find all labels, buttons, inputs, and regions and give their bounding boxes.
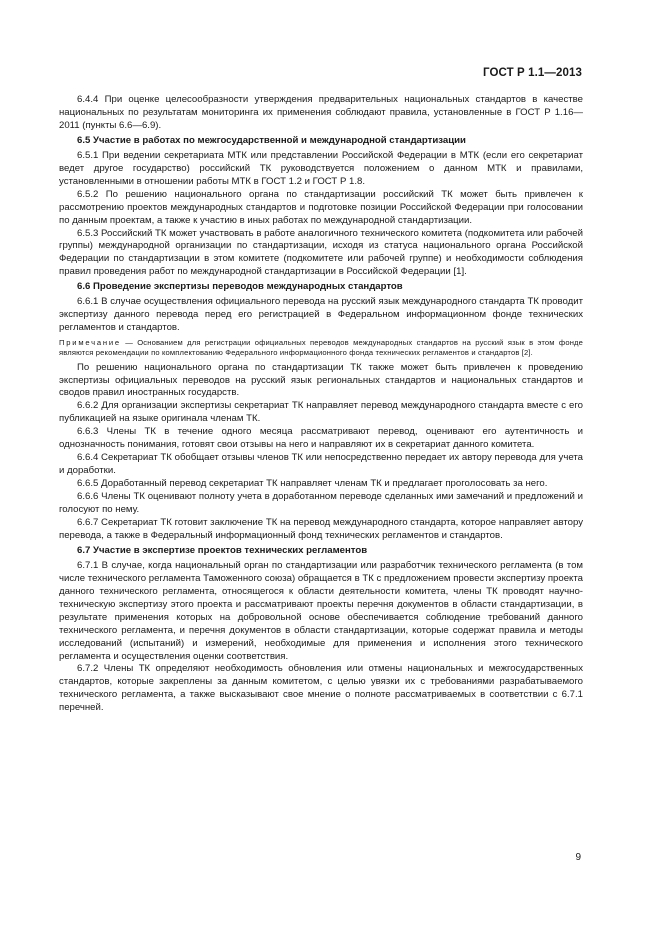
paragraph-after-note: По решению национального органа по стандартизации ТК также может быть привлечен к проведению экспертизы официальных переводов на русский язык региональных стандартов и национальных стандартов и сводов правил иностранных государств.: [59, 361, 583, 399]
paragraph-6-6-7: 6.6.7 Секретариат ТК готовит заключение ТК на перевод международного стандарта, которое направляет автору перевода, а также в Федеральный информационный фонд технических регламентов и стандартов.: [59, 517, 583, 541]
paragraph-6-6-4: 6.6.4 Секретариат ТК обобщает отзывы членов ТК или непосредственно передает их автору перевода для учета и доработки.: [59, 452, 583, 477]
page-number: 9: [575, 852, 581, 863]
document-code-header: ГОСТ Р 1.1—2013: [483, 67, 582, 79]
paragraph-6-6-1: 6.6.1 В случае осуществления официального перевода на русский язык международного стандарта ТК проводит экспертизу данного перевода перед его регистрацией в Федеральном информационном фонде технических регламентов и стандартов.: [59, 296, 583, 334]
paragraph-6-5-1: 6.5.1 При ведении секретариата МТК или представлении Российской Федерации в МТК (если его секретариат ведет другое государство) российский ТК руководствуется положением о данном МТК и правилами, установленными в отношении работы МТК в ГОСТ 1.2 и ГОСТ Р 1.8.: [59, 149, 583, 187]
paragraph-6-4-4: 6.4.4 При оценке целесообразности утверждения предварительных национальных стандартов в качестве национальных по результатам мониторинга их применения соблюдают правила, установленные в ГОСТ Р 1.16—2011 (пункты 6.6—6.9).: [59, 94, 583, 131]
section-heading-6-7: 6.7 Участие в экспертизе проектов технических регламентов: [77, 544, 368, 556]
paragraph-6-5-3: 6.5.3 Российский ТК может участвовать в работе аналогичного технического комитета (подкомитета или рабочей группы) международной организации по стандартизации, исходя из статуса национального органа Российской Федерации по стандартизации в этом комитете (подкомитете или рабочей группе) и необходимости соблюдения правил проведения работ по международной стандартизации в Российской Федерации [1].: [59, 227, 583, 278]
section-heading-6-5: 6.5 Участие в работах по межгосударственной и международной стандартизации: [77, 134, 466, 146]
paragraph-6-6-2: 6.6.2 Для организации экспертизы секретариат ТК направляет перевод международного стандарта вместе с его публикацией на языке оригинала членам ТК.: [59, 400, 583, 425]
document-body: [59, 94, 583, 715]
paragraph-6-6-3: 6.6.3 Члены ТК в течение одного месяца рассматривают перевод, оценивают его аутентичность и однозначность понимания, готовят свои отзывы на него и направляют их в секретариат данного комитета.: [59, 426, 583, 451]
paragraph-6-6-5: 6.6.5 Доработанный перевод секретариат ТК направляет членам ТК и предлагает проголосовать за него.: [77, 478, 548, 490]
section-heading-6-6: 6.6 Проведение экспертизы переводов международных стандартов: [77, 281, 403, 293]
paragraph-6-7-1: 6.7.1 В случае, когда национальный орган по стандартизации или разработчик технического регламента (в том числе технического регламента Таможенного союза) обращается в ТК с предложением провести экспертизу проекта данного технического регламента, относящегося к области деятельности комитета, члены ТК проводят научно-техническую экспертизу этого проекта и рассматривают проекты перечня документов в области стандартизации, в результате применения которых на добровольной основе обеспечивается соблюдение требований данного технического регламента, и перечня документов в области стандартизации, которые содержат правила и методы исследований (испытаний) и измерений, необходимые для применения и исполнения этого технического регламента и осуществления оценки соответствия.: [59, 559, 583, 662]
note-label: Примечание: [59, 338, 121, 348]
paragraph-6-7-2: 6.7.2 Члены ТК определяют необходимость обновления или отмены национальных и межгосударственных стандартов, которые закреплены за данным комитетом, с целью увязки их с требованиями разрабатываемого технического регламента, а также высказывают свое мнение о полноте рассматриваемых в соответствии с 6.7.1 перечней.: [59, 663, 583, 714]
paragraph-6-5-2: 6.5.2 По решению национального органа по стандартизации российский ТК может быть привлечен к рассмотрению проектов международных стандартов и подготовке позиции Российской Федерации при голосовании по данным проектам, а также к участию в иных работах по международной стандартизации.: [59, 188, 583, 226]
paragraph-6-6-6: 6.6.6 Члены ТК оценивают полноту учета в доработанном переводе сделанных ими замечаний и предложений и голосуют по нему.: [59, 491, 583, 516]
note-text: — Основанием для регистрации официальных переводов международных стандартов на русский язык в этом фонде являются рекомендации по комплектованию Федерального информационного фонда технических регламентов и стандартов [2].: [59, 338, 583, 358]
note: [59, 338, 583, 358]
